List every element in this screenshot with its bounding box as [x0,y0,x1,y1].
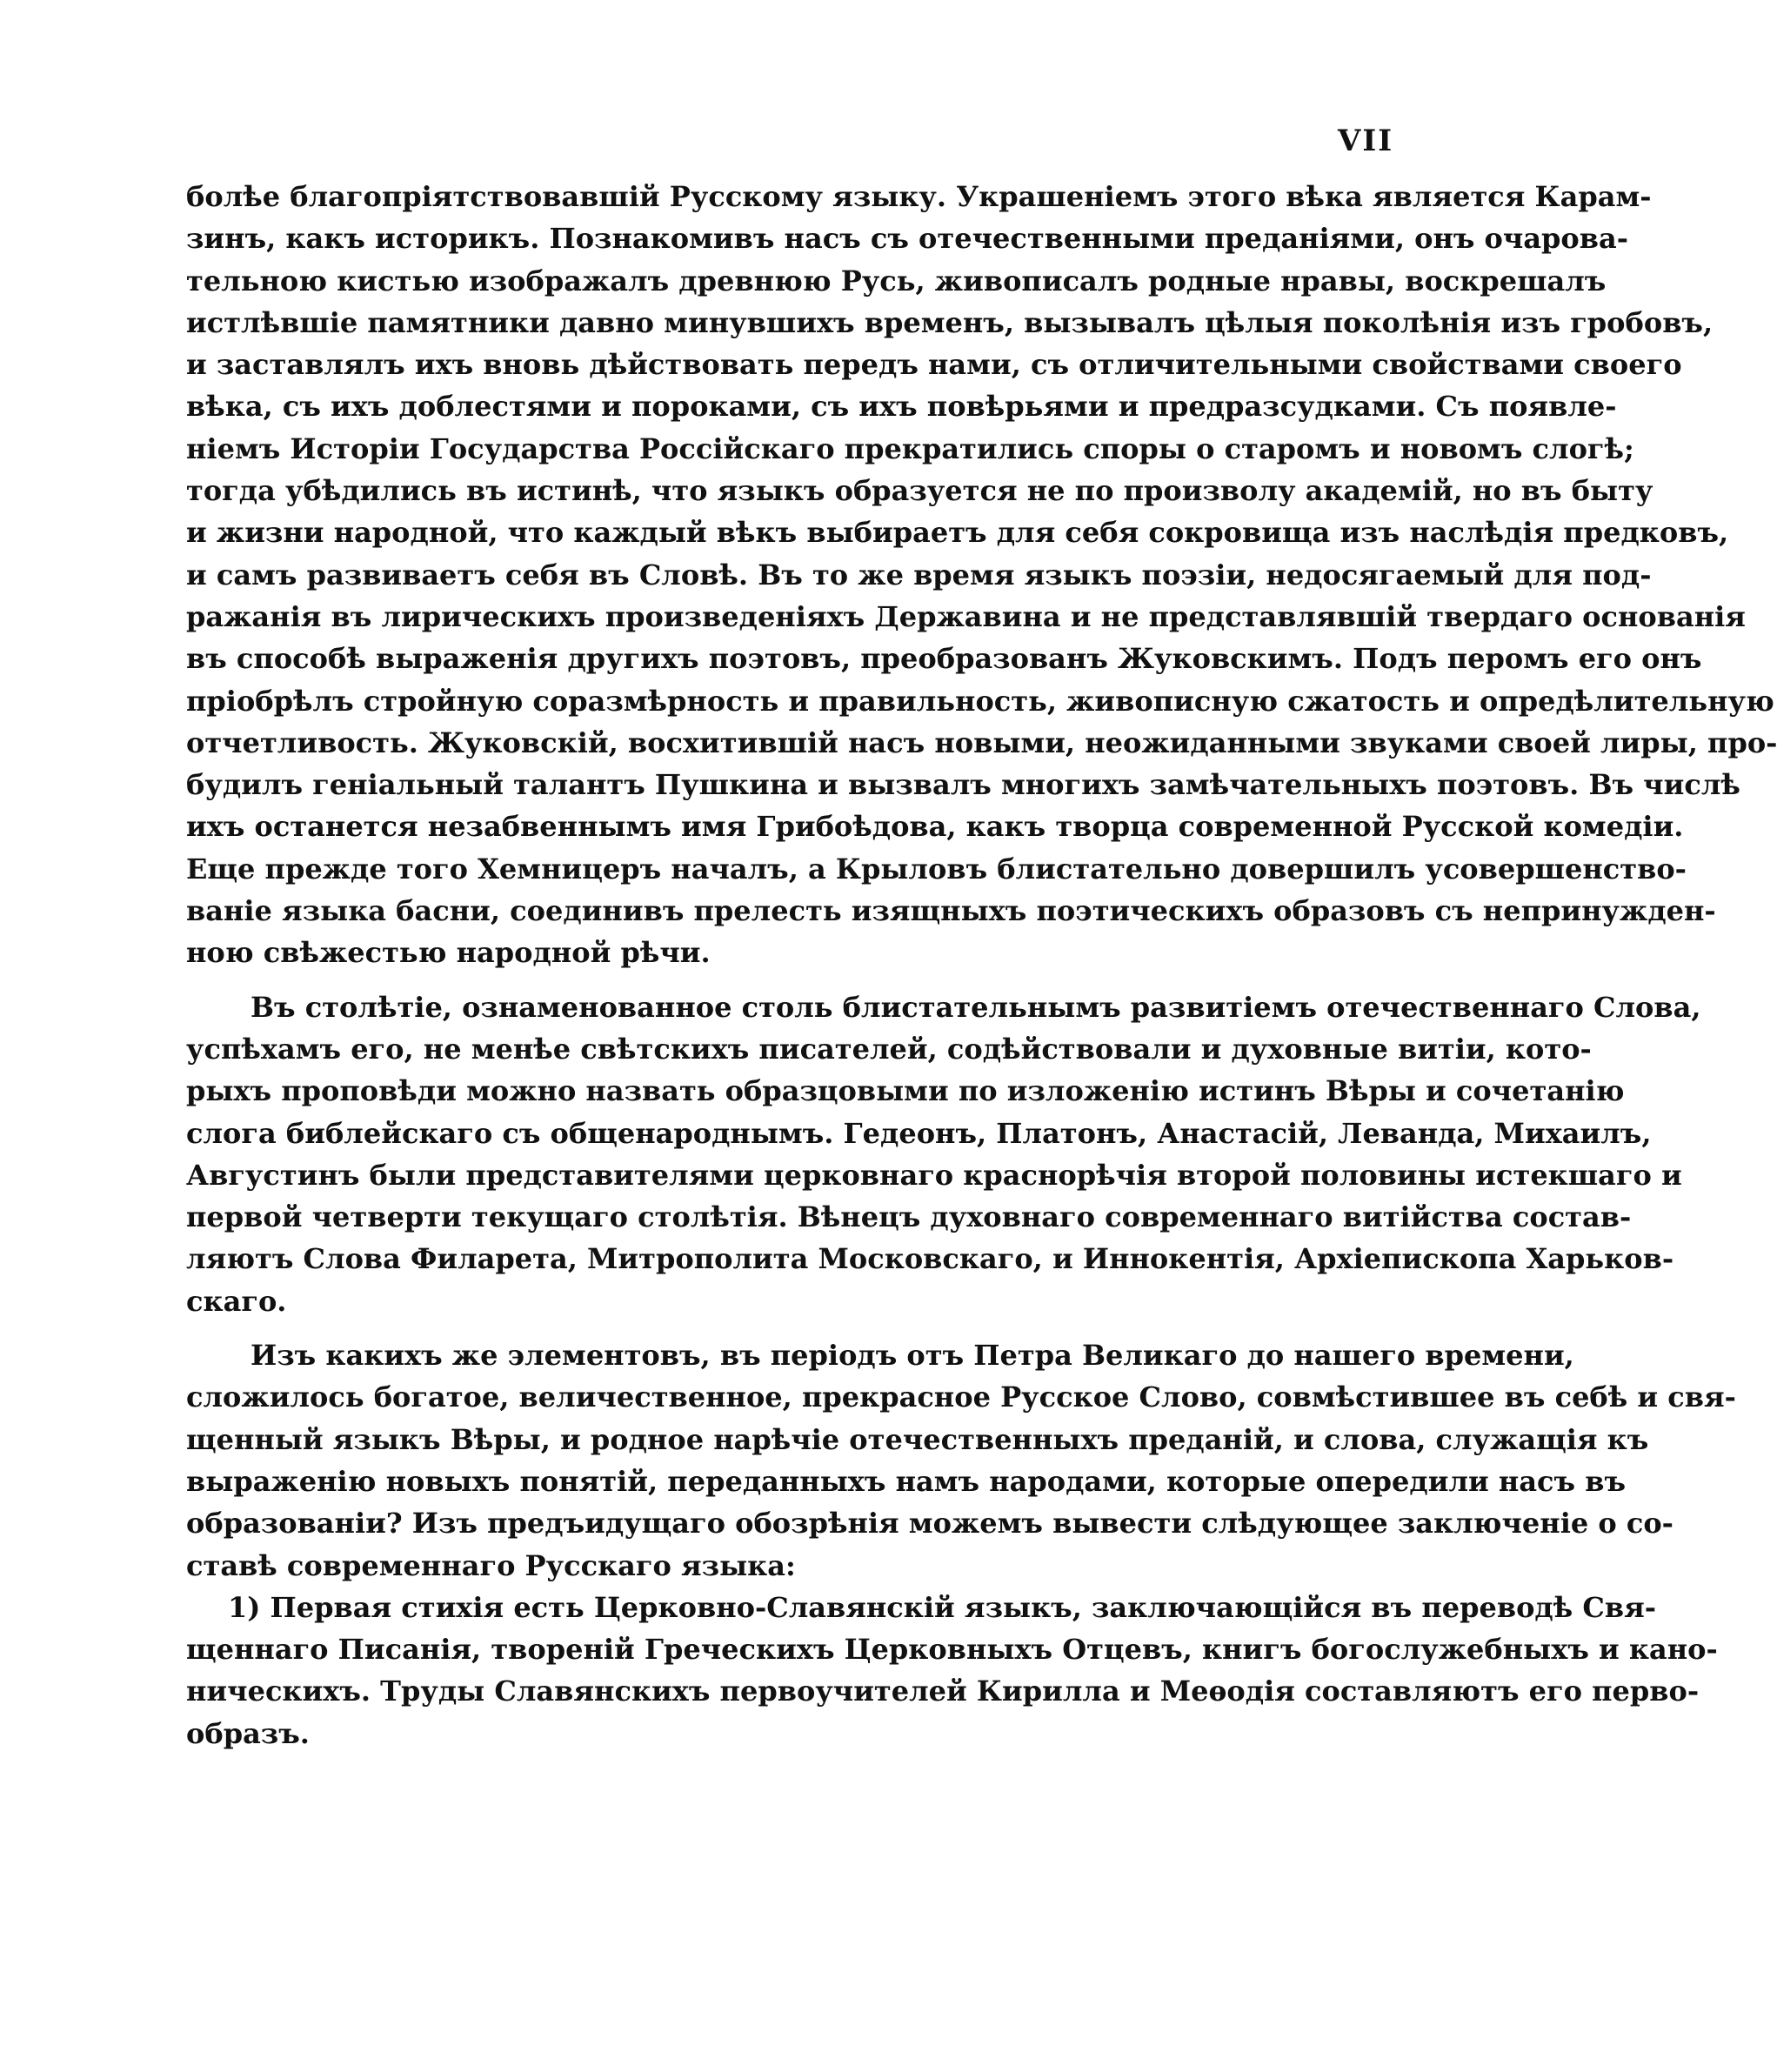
text-line: въ способѣ выраженія другихъ поэтовъ, преобразованъ Жуковскимъ. Подъ перомъ его онъ [186,642,1702,676]
paragraph-start-line: Въ столѣтіе, ознаменованное столь блистательнымъ развитіемъ отечественнаго Слова, [251,990,1701,1024]
text-line: будилъ геніальный талантъ Пушкина и вызвалъ многихъ замѣчательныхъ поэтовъ. Въ числѣ [186,768,1740,802]
paragraph-start-line: Изъ какихъ же элементовъ, въ періодъ отъ Петра Великаго до нашего времени, [251,1339,1574,1373]
text-line: ихъ останется незабвеннымъ имя Грибоѣдова, какъ творца современной Русской комедіи. [186,810,1684,844]
text-line: первой четверти текущаго столѣтія. Вѣнецъ духовнаго современнаго витійства состав- [186,1200,1632,1234]
text-line: образованіи? Изъ предъидущаго обозрѣнія можемъ вывести слѣдующее заключеніе о со- [186,1507,1673,1541]
text-line: вѣка, съ ихъ доблестями и пороками, съ ихъ повѣрьями и предразсудками. Съ появле- [186,390,1617,424]
text-line: тельною кистью изображалъ древнюю Русь, живописалъ родные нравы, воскрешалъ [186,264,1607,297]
text-line: рыхъ проповѣди можно назвать образцовыми по изложенію истинъ Вѣры и сочетанію [186,1074,1625,1108]
text-line: ническихъ. Труды Славянскихъ первоучителей Кирилла и Меѳодія составляютъ его перво- [186,1674,1700,1708]
text-line: слога библейскаго съ общенароднымъ. Гедеонъ, Платонъ, Анастасій, Леванда, Михаилъ, [186,1116,1652,1150]
text-line: щенный языкъ Вѣры, и родное нарѣчіе отечественныхъ преданій, и слова, служащія къ [186,1422,1649,1456]
body-text [186,176,1777,1755]
text-line: Августинъ были представителями церковнаго краснорѣчія второй половины истекшаго и [186,1158,1682,1192]
text-line: зинъ, какъ историкъ. Познакомивъ насъ съ отечественными преданіями, онъ очарова- [186,222,1629,256]
text-line: ражанія въ лирическихъ произведеніяхъ Державина и не представлявшій твердаго основанія [186,599,1746,633]
text-line: тогда убѣдились въ истинѣ, что языкъ образуется не по произволу академій, но въ быту [186,474,1653,508]
text-line: ною свѣжестью народной рѣчи. [186,936,711,970]
list-item-line: 1) Первая стихія есть Церковно-Славянскій языкъ, заключающійся въ переводѣ Свя- [228,1590,1656,1624]
text-line: образъ. [186,1716,310,1750]
page-number: VII [1338,124,1394,158]
text-line: ставѣ современнаго Русскаго языка: [186,1548,796,1582]
text-line: Еще прежде того Хемницеръ началъ, а Крыловъ блистательно довершилъ усовершенство- [186,852,1687,886]
text-line: и жизни народной, что каждый вѣкъ выбираетъ для себя сокровища изъ наслѣдія предковъ, [186,516,1729,550]
text-line: ваніе языка басни, соединивъ прелесть изящныхъ поэтическихъ образовъ съ непринужден- [186,894,1716,928]
text-line: и заставлялъ ихъ вновь дѣйствовать передъ нами, съ отличительными свойствами своего [186,348,1682,382]
text-line: скаго. [186,1284,287,1318]
text-line: ніемъ Исторіи Государства Россійскаго прекратились споры о старомъ и новомъ слогѣ; [186,431,1634,465]
text-line: ляютъ Слова Филарета, Митрополита Московскаго, и Иннокентія, Архіепископа Харьков- [186,1242,1674,1276]
text-line: выраженію новыхъ понятій, переданныхъ намъ народами, которые опередили насъ въ [186,1464,1626,1498]
text-line: и самъ развиваетъ себя въ Словѣ. Въ то же время языкъ поэзіи, недосягаемый для под- [186,558,1652,592]
text-line: сложилось богатое, величественное, прекрасное Русское Слово, совмѣстившее въ себѣ и свя- [186,1380,1736,1414]
text-line: отчетливость. Жуковскій, восхитившій насъ новыми, неожиданными звуками своей лиры, про- [186,725,1777,759]
text-line: щеннаго Писанія, твореній Греческихъ Церковныхъ Отцевъ, книгъ богослужебныхъ и кано- [186,1633,1718,1667]
text-line: истлѣвшіе памятники давно минувшихъ временъ, вызывалъ цѣлыя поколѣнія изъ гробовъ, [186,305,1714,339]
text-line: болѣе благопріятствовавшій Русскому языку. Украшеніемъ этого вѣка является Карам- [186,180,1652,213]
text-line: успѣхамъ его, не менѣе свѣтскихъ писателей, содѣйствовали и духовные витіи, кото- [186,1032,1592,1066]
text-line: пріобрѣлъ стройную соразмѣрность и правильность, живописную сжатость и опредѣлительную [186,684,1774,718]
